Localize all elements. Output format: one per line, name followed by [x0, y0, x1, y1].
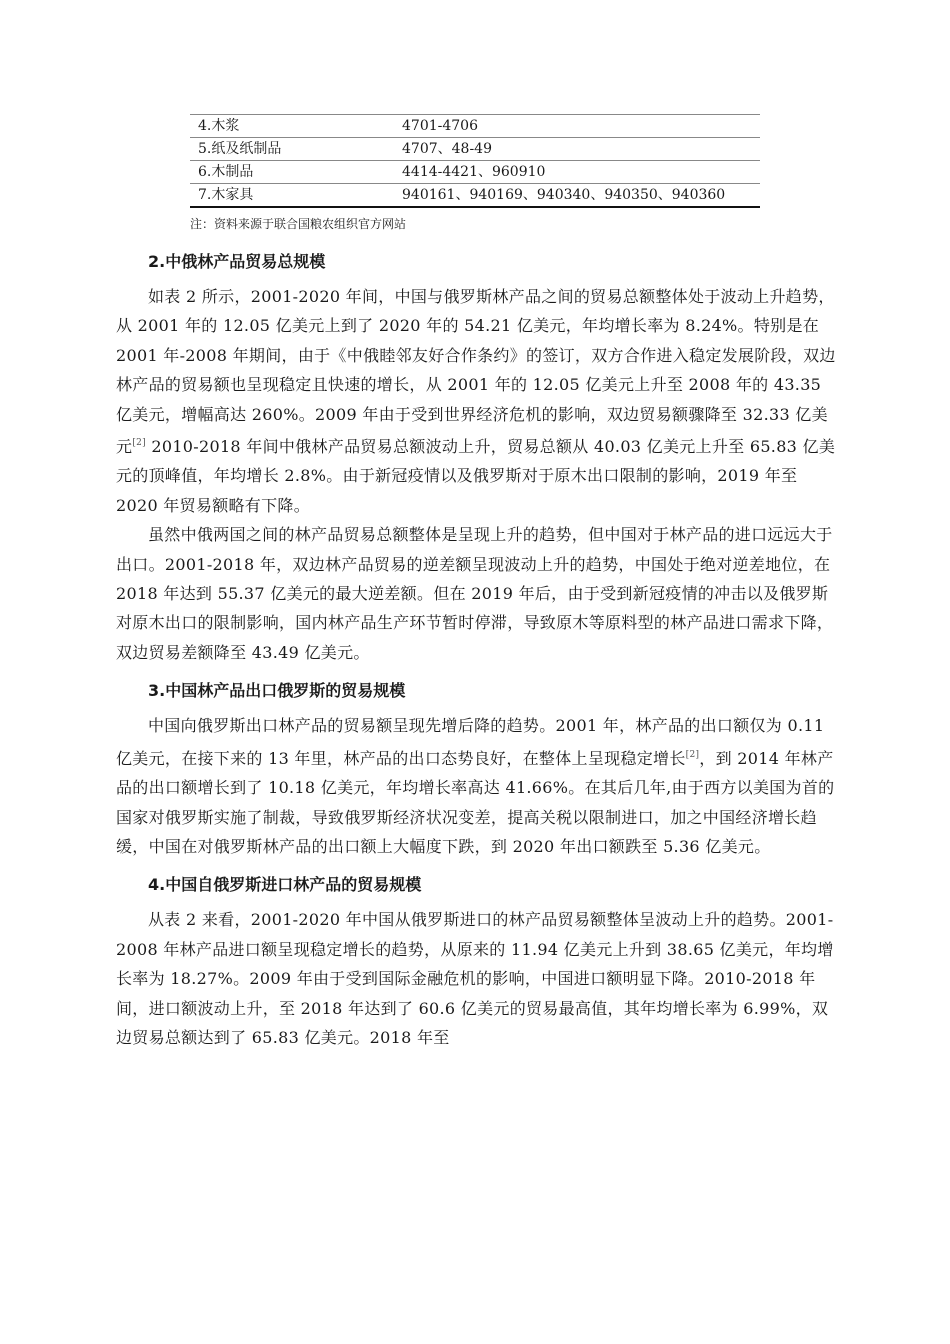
paragraph-text: 2010-2018 年间中俄林产品贸易总额波动上升，贸易总额从 40.03 亿美元上升至 65.83 亿美元的顶峰值，年均增长 2.8%。由于新冠疫情以及俄罗斯对于原木出口限制的影响，2019 年至 2020 年贸易额略有下降。 — [116, 437, 836, 515]
paragraph-text: 中国向俄罗斯出口林产品的贸易额呈现先增后降的趋势。2001 年，林产品的出口额仅为 0.11 亿美元，在接下来的 13 年里，林产品的出口态势良好，在整体上呈现稳定增长 — [116, 716, 825, 768]
product-code-table — [190, 114, 760, 208]
hs-code-cell: 4701-4706 — [394, 115, 760, 138]
product-name-cell: 6.木制品 — [190, 161, 394, 184]
hs-code-cell: 940161、940169、940340、940350、940360 — [394, 184, 760, 208]
paragraph-text: 如表 2 所示，2001-2020 年间，中国与俄罗斯林产品之间的贸易总额整体处于波动上升趋势，从 2001 年的 12.05 亿美元上到了 2020 年的 54.21 亿美元，年均增长率为 8.24%。特别是在 2001 年-2008 年期间，由于《中俄睦邻友好合作条约》的签订，双方合作进入稳定发展阶段，双边林产品的贸易额也呈现稳定且快速的增长，从 2001 年的 12.05 亿美元上升至 2008 年的 43.35 亿美元，增幅高达 260%。2009 年由于受到世界经济危机的影响，双边贸易额骤降至 32.33 亿美元 — [116, 287, 836, 457]
table-row — [190, 138, 760, 161]
citation: [2] — [132, 438, 146, 449]
hs-code-cell: 4707、48-49 — [394, 138, 760, 161]
paragraph-text: ，到 2014 年林产品的出口额增长到了 10.18 亿美元，年均增长率高达 41.66%。在其后几年,由于西方以美国为首的国家对俄罗斯实施了制裁，导致俄罗斯经济状况变差，提高关税以限制进口，加之中国经济增长趋缓，中国在对俄罗斯林产品的出口额上大幅度下跌，到 2020 年出口额跌至 5.36 亿美元。 — [116, 748, 835, 856]
section-heading: 4.中国自俄罗斯进口林产品的贸易规模 — [148, 875, 422, 895]
paragraph: 从表 2 来看，2001-2020 年中国从俄罗斯进口的林产品贸易额整体呈波动上升的趋势。2001-2008 年林产品进口额呈现稳定增长的趋势，从原来的 11.94 亿美元上升到 38.65 亿美元，年均增长率为 18.27%。2009 年由于受到国际金融危机的影响，中国进口额明显下降。2010-2018 年间，进口额波动上升，至 2018 年达到了 60.6 亿美元的贸易最高值，其年均增长率为 6.99%，双边贸易总额达到了 65.83 亿美元。2018 年至 — [116, 910, 834, 1047]
product-name-cell: 5.纸及纸制品 — [190, 138, 394, 161]
product-name-cell: 7.木家具 — [190, 184, 394, 208]
paragraph — [116, 711, 836, 861]
table-row — [190, 161, 760, 184]
paragraph: 虽然中俄两国之间的林产品贸易总额整体是呈现上升的趋势，但中国对于林产品的进口远远大于出口。2001-2018 年，双边林产品贸易的逆差额呈现波动上升的趋势，中国处于绝对逆差地位，在 2018 年达到 55.37 亿美元的最大逆差额。但在 2019 年后，由于受到新冠疫情的冲击以及俄罗斯对原木出口的限制影响，国内林产品生产环节暂时停滞，导致原木等原料型的林产品进口需求下降，双边贸易差额降至 43.49 亿美元。 — [116, 525, 834, 662]
hs-code-cell: 4414-4421、960910 — [394, 161, 760, 184]
section-heading: 2.中俄林产品贸易总规模 — [148, 252, 326, 271]
table-row — [190, 184, 760, 208]
document-body — [116, 244, 836, 1052]
paragraph — [116, 282, 836, 520]
section-heading: 3.中国林产品出口俄罗斯的贸易规模 — [148, 681, 406, 701]
table-source-note: 注：资料来源于联合国粮农组织官方网站 — [190, 217, 407, 231]
citation: [2] — [685, 749, 700, 760]
product-name-cell: 4.木浆 — [190, 115, 394, 138]
table-row — [190, 115, 760, 138]
